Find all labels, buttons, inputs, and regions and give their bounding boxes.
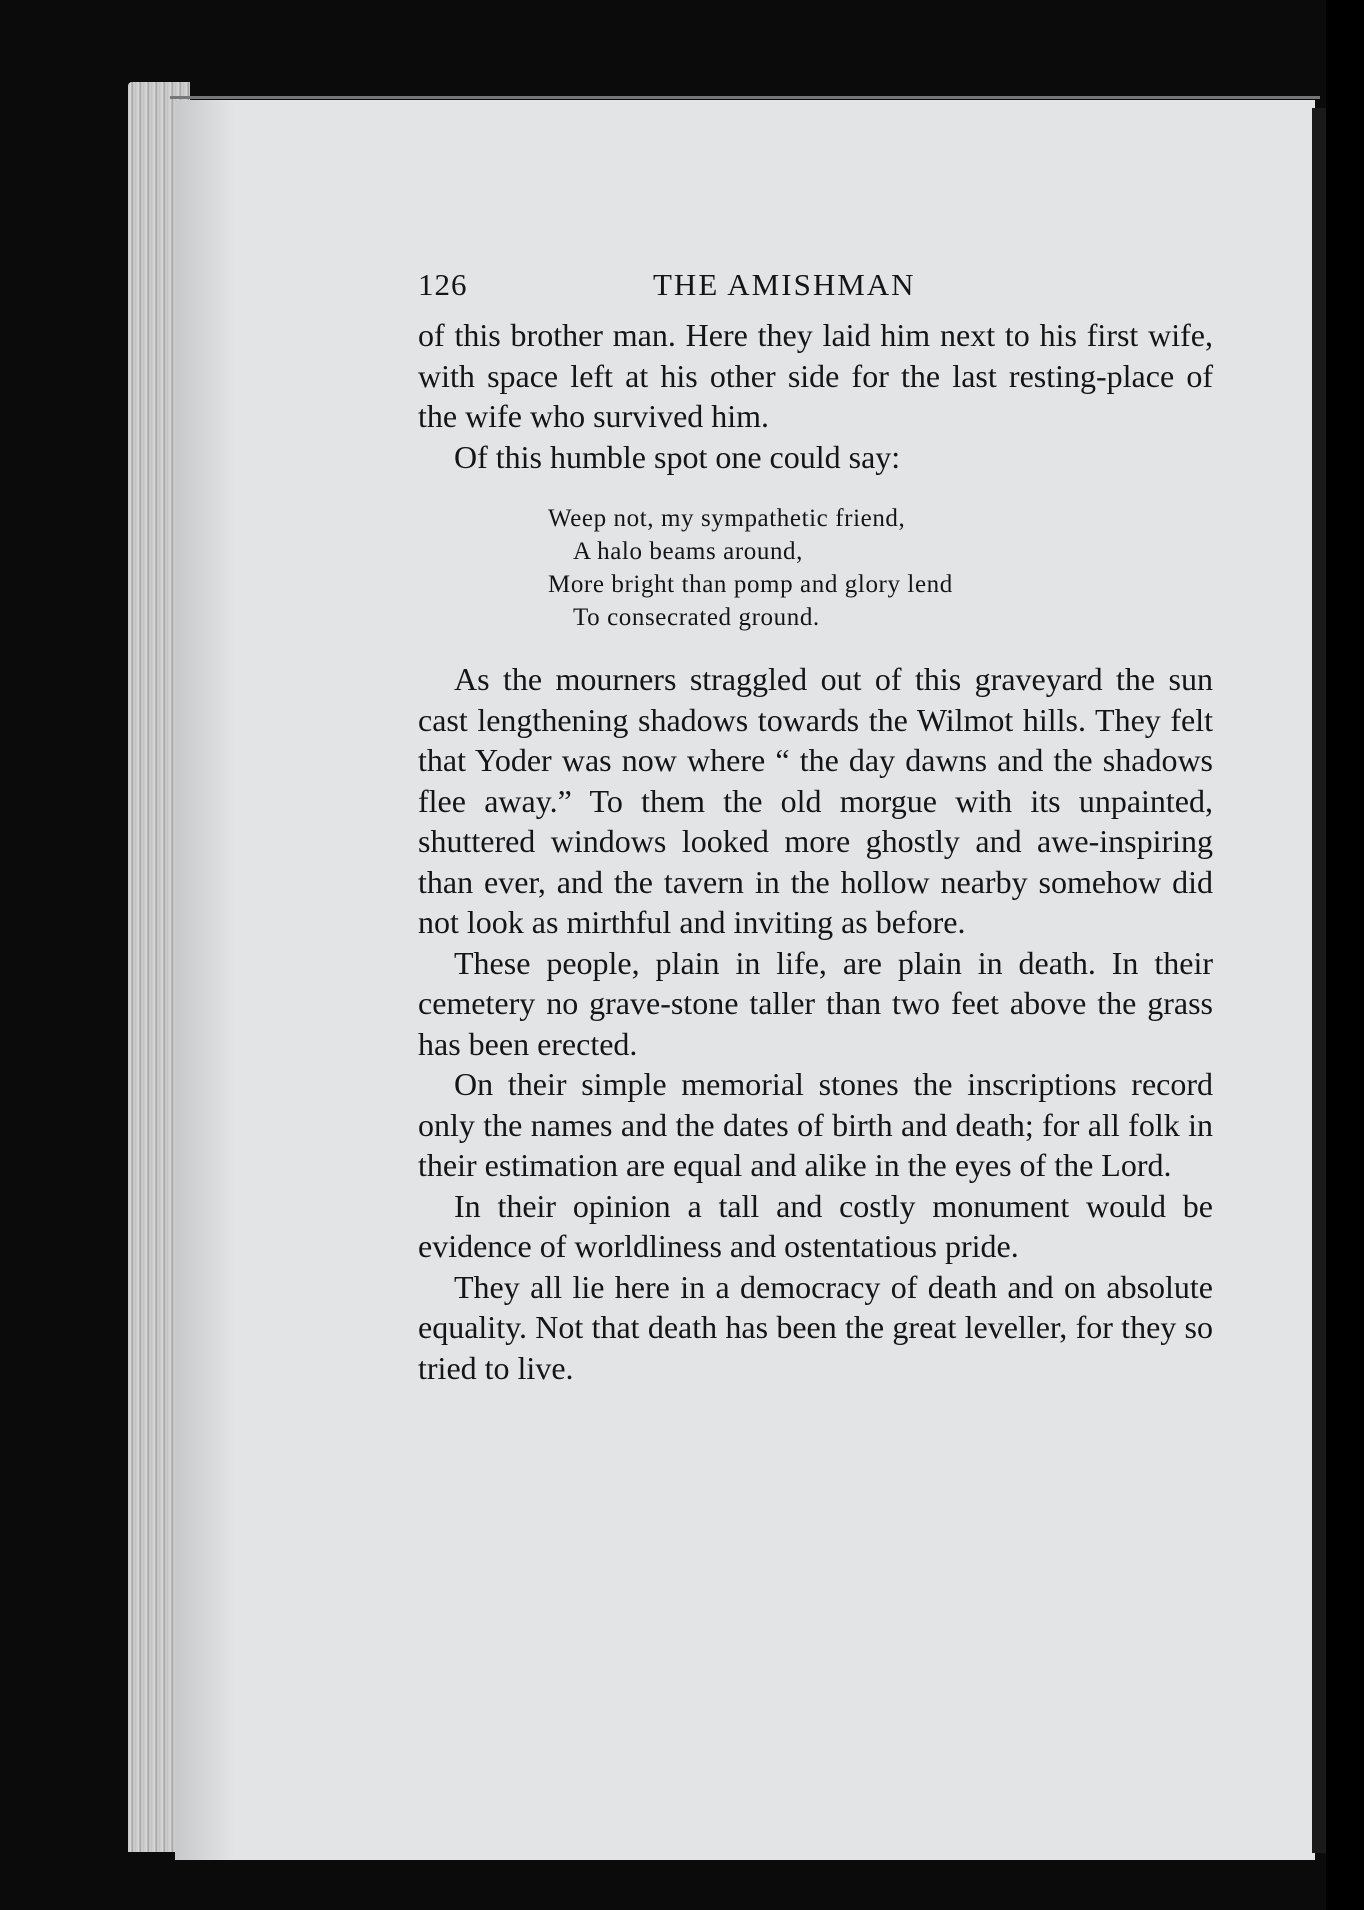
poem-line: More bright than pomp and glory lend xyxy=(548,571,953,598)
page-right-edge xyxy=(1312,108,1326,1853)
page-number: 126 xyxy=(418,267,468,302)
book-title: THE AMISHMAN xyxy=(653,267,916,302)
page-text xyxy=(418,265,1213,1388)
poem xyxy=(548,502,1213,634)
paragraph: These people, plain in life, are plain in death. In their cemetery no grave-stone taller than two feet above the grass has been erected. xyxy=(418,944,1213,1062)
paragraph: Of this humble spot one could say: xyxy=(454,438,901,475)
page-top-edge xyxy=(170,96,1320,99)
paragraph: They all lie here in a democracy of death and on absolute equality. Not that death has been the great leveller, for they so tried to live. xyxy=(418,1268,1213,1386)
paragraph: In their opinion a tall and costly monument would be evidence of worldliness and ostentatious pride. xyxy=(418,1187,1213,1264)
poem-line: To consecrated ground. xyxy=(573,604,820,631)
poem-line: A halo beams around, xyxy=(573,538,804,565)
gutter-shadow xyxy=(175,100,235,1860)
paragraph: of this brother man. Here they laid him next to his first wife, with space left at his other side for the last resting-place of the wife who survived him. xyxy=(418,317,1213,434)
poem-line: Weep not, my sympathetic friend, xyxy=(548,505,906,532)
paragraph: On their simple memorial stones the inscriptions record only the names and the dates of birth and death; for all folk in their estimation are equal and alike in the eyes of the Lord. xyxy=(418,1066,1213,1183)
scan-border-right xyxy=(1326,0,1364,1910)
running-head xyxy=(418,265,1213,315)
paragraph: As the mourners straggled out of this graveyard the sun cast lengthening shadows towards the Wilmot hills. They felt that Yoder was now where “ the day dawns and the shadows flee away.” To them the old morgue with its unpainted, shuttered windows looked more ghostly and awe-inspiring than ever, and the tavern in the hollow nearby somehow did not look as mirthful and inviting as before. xyxy=(418,661,1213,940)
